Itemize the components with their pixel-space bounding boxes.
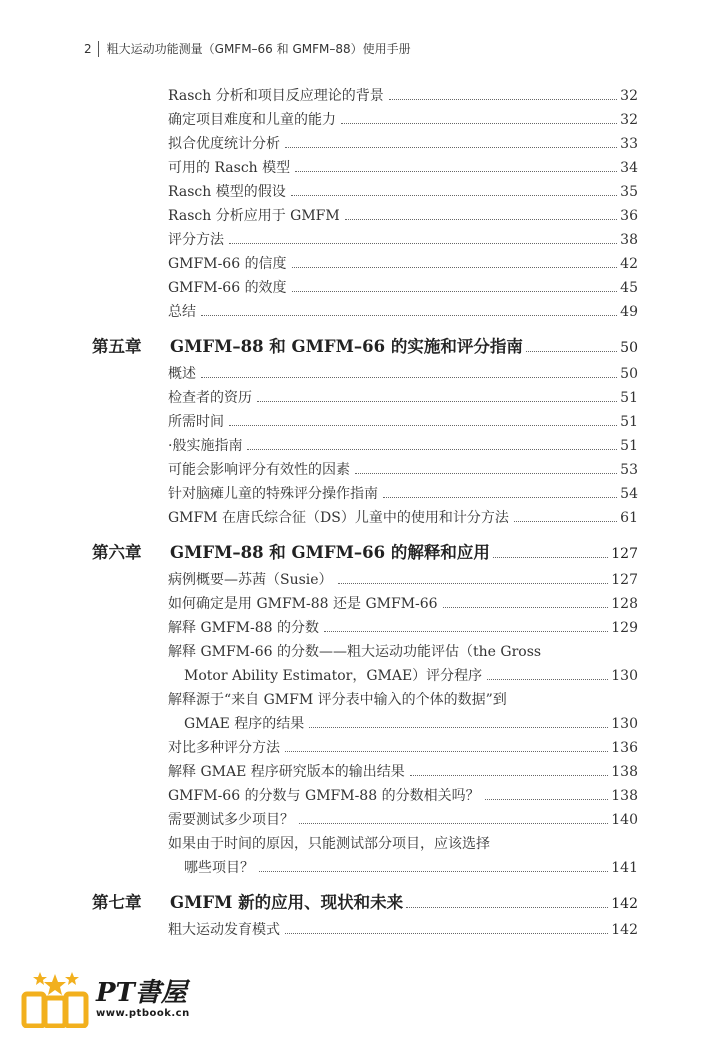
chapter-title: GMFM–88 和 GMFM–66 的解释和应用 [170,543,490,562]
chapter-number: 第六章 [92,543,142,562]
table-of-contents [0,84,710,942]
running-header [84,40,411,57]
entry-title: 解释 GMAE 程序研究版本的输出结果 [168,764,405,780]
toc-chapter-7[interactable] [92,888,638,918]
entry-title: Rasch 模型的假设 [168,184,286,200]
toc-entry[interactable] [168,252,638,276]
leader-dots [338,583,609,584]
leader-dots [406,907,608,908]
toc-group-ch6a [0,568,710,640]
entry-page: 51 [620,414,638,430]
leader-dots [247,449,617,450]
entry-title: 粗大运动发育模式 [168,922,280,938]
leader-dots [257,401,617,402]
entry-title: 需要测试多少项目？ [168,812,294,828]
entry-line2 [184,856,638,880]
entry-page: 128 [611,596,638,612]
entry-title: 拟合优度统计分析 [168,136,280,152]
entry-title: 概述 [168,366,196,382]
leader-dots [292,267,618,268]
leader-dots [341,123,617,124]
leader-dots [485,799,609,800]
entry-page: 35 [620,184,638,200]
toc-entry-partial[interactable] [0,832,710,880]
header-divider [98,41,99,57]
toc-entry[interactable] [168,482,638,506]
entry-title-line2: 哪些项目？ [184,860,254,876]
leader-dots [355,473,617,474]
entry-page: 36 [620,208,638,224]
chapter-page: 50 [620,340,638,356]
toc-entry[interactable] [168,386,638,410]
toc-entry[interactable] [168,300,638,324]
leader-dots [389,99,617,100]
toc-entry[interactable] [168,180,638,204]
entry-page: 138 [611,764,638,780]
toc-group-ch4 [0,84,710,324]
entry-page: 136 [611,740,638,756]
entry-title: 对比多种评分方法 [168,740,280,756]
leader-dots [285,933,608,934]
leader-dots [324,631,608,632]
entry-title: 解释 GMFM-88 的分数 [168,620,320,636]
toc-chapter-6[interactable] [92,538,638,568]
leader-dots [295,171,617,172]
leader-dots [259,871,608,872]
running-title: 粗大运动功能测量（GMFM–66 和 GMFM–88）使用手册 [106,42,411,56]
entry-line2 [184,712,638,736]
leader-dots [443,607,609,608]
entry-page: 51 [620,390,638,406]
leader-dots [383,497,617,498]
entry-title: 可能会影响评分有效性的因素 [168,462,350,478]
entry-page: 51 [620,438,638,454]
chapter-page: 127 [611,546,638,562]
leader-dots [229,243,617,244]
entry-page: 141 [611,860,638,876]
entry-title-line2: Motor Ability Estimator，GMAE）评分程序 [184,668,483,684]
leader-dots [345,219,617,220]
entry-page: 32 [620,88,638,104]
books-logo-icon [20,968,90,1028]
entry-title: 所需时间 [168,414,224,430]
toc-entry[interactable] [168,918,638,942]
entry-page: 50 [620,366,638,382]
brand-text [96,978,190,1019]
toc-entry[interactable] [168,132,638,156]
entry-line2 [184,664,638,688]
entry-title: 可用的 Rasch 模型 [168,160,291,176]
entry-page: 61 [620,510,638,526]
chapter-title: GMFM–88 和 GMFM–66 的实施和评分指南 [170,337,523,356]
toc-entry-gmae[interactable] [0,640,710,688]
entry-page: 130 [611,668,638,684]
watermark-logo [20,968,190,1028]
entry-title: 检查者的资历 [168,390,252,406]
entry-title: GMFM-66 的分数与 GMFM-88 的分数相关吗？ [168,788,480,804]
toc-entry[interactable] [168,84,638,108]
leader-dots [229,425,617,426]
entry-title: Rasch 分析应用于 GMFM [168,208,340,224]
leader-dots [299,823,608,824]
entry-page: 140 [611,812,638,828]
brand-url: www.ptbook.cn [96,1007,190,1019]
entry-title: GMFM 在唐氏综合征（DS）儿童中的使用和计分方法 [168,510,509,526]
page-number: 2 [84,41,92,56]
entry-title: GMFM-66 的信度 [168,256,287,272]
entry-title-line1: 如果由于时间的原因，只能测试部分项目，应该选择 [168,836,490,852]
chapter-page: 142 [611,896,638,912]
toc-entry[interactable] [168,592,638,616]
entry-page: 34 [620,160,638,176]
chapter-number: 第七章 [92,893,142,912]
chapter-number: 第五章 [92,337,142,356]
toc-entry[interactable] [168,276,638,300]
entry-page: 130 [611,716,638,732]
entry-title-line1: 解释 GMFM-66 的分数——粗大运动功能评估（the Gross [168,644,542,660]
entry-page: 138 [611,788,638,804]
leader-dots [201,315,617,316]
toc-entry[interactable] [168,362,638,386]
leader-dots [285,147,617,148]
entry-title: GMFM-66 的效度 [168,280,287,296]
toc-entry[interactable] [168,410,638,434]
leader-dots [292,291,618,292]
leader-dots [487,679,608,680]
leader-dots [493,557,608,558]
leader-dots [201,377,617,378]
toc-entry[interactable] [168,736,638,760]
chapter-title: GMFM 新的应用、现状和未来 [170,893,404,912]
entry-page: 127 [611,572,638,588]
toc-group-ch6b [0,736,710,832]
entry-title: 总结 [168,304,196,320]
entry-page: 129 [611,620,638,636]
leader-dots [410,775,609,776]
toc-chapter-5[interactable] [92,332,638,362]
entry-title: 病例概要—苏茜（Susie） [168,572,333,588]
entry-title: 评分方法 [168,232,224,248]
entry-title-line1: 解释源于“来自 GMFM 评分表中输入的个体的数据”到 [168,692,507,708]
entry-title: 针对脑瘫儿童的特殊评分操作指南 [168,486,378,502]
entry-page: 49 [620,304,638,320]
toc-entry[interactable] [168,204,638,228]
leader-dots [291,195,617,196]
entry-title: 确定项目难度和儿童的能力 [168,112,336,128]
entry-title: Rasch 分析和项目反应理论的背景 [168,88,384,104]
leader-dots [526,351,617,352]
toc-entry-source[interactable] [0,688,710,736]
entry-page: 33 [620,136,638,152]
entry-page: 53 [620,462,638,478]
brand-name: PT書屋 [96,977,187,1008]
toc-entry[interactable] [168,108,638,132]
toc-entry[interactable] [168,156,638,180]
entry-page: 42 [620,256,638,272]
toc-entry[interactable] [168,784,638,808]
leader-dots [309,727,608,728]
toc-group-ch5 [0,362,710,530]
toc-group-ch7 [0,918,710,942]
toc-entry[interactable] [168,458,638,482]
leader-dots [285,751,608,752]
entry-page: 142 [611,922,638,938]
toc-entry[interactable] [168,434,638,458]
entry-page: 54 [620,486,638,502]
toc-entry[interactable] [168,506,638,530]
entry-page: 45 [620,280,638,296]
toc-entry[interactable] [168,616,638,640]
toc-entry[interactable] [168,568,638,592]
entry-title: ·般实施指南 [168,438,243,454]
entry-page: 32 [620,112,638,128]
leader-dots [514,521,617,522]
toc-entry[interactable] [168,228,638,252]
entry-title-line2: GMAE 程序的结果 [184,716,305,732]
toc-entry[interactable] [168,808,638,832]
toc-entry[interactable] [168,760,638,784]
entry-page: 38 [620,232,638,248]
entry-title: 如何确定是用 GMFM-88 还是 GMFM-66 [168,596,438,612]
